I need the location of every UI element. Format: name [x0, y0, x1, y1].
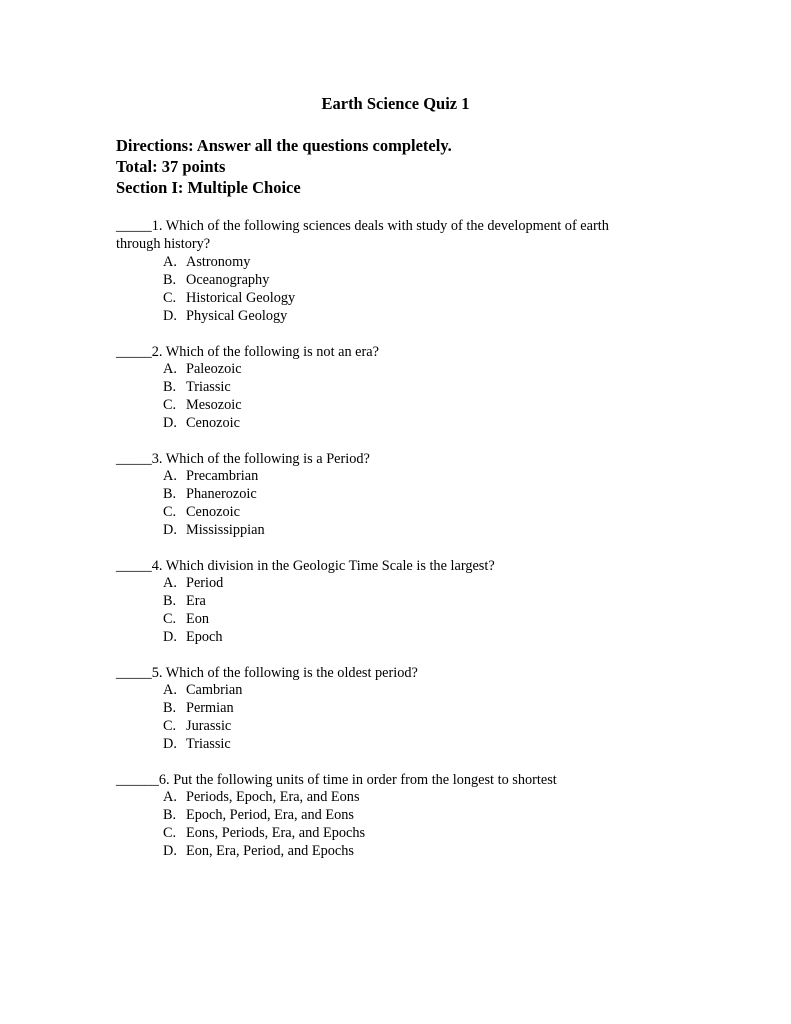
question-1-text: _____1. Which of the following sciences deals with study of the development of earth [116, 218, 609, 234]
section-heading: Section I: Multiple Choice [116, 178, 301, 197]
option-text: Cenozoic [186, 504, 240, 520]
question-2-option-c [163, 396, 242, 414]
option-letter: A. [163, 468, 177, 484]
option-text: Historical Geology [186, 290, 296, 306]
option-letter: D. [163, 736, 177, 752]
option-text: Precambrian [186, 468, 259, 484]
option-letter: A. [163, 789, 177, 805]
question-3-option-c [163, 503, 240, 521]
option-letter: D. [163, 415, 177, 431]
question-6-option-a [163, 788, 360, 806]
option-text: Paleozoic [186, 361, 242, 377]
option-text: Eons, Periods, Era, and Epochs [186, 825, 366, 841]
question-4-option-a [163, 574, 223, 592]
question-6-option-c [163, 824, 365, 842]
page-title: Earth Science Quiz 1 [321, 94, 470, 113]
question-4-option-d [163, 628, 223, 646]
question-5-option-a [163, 681, 242, 699]
option-letter: C. [163, 611, 177, 627]
question-1-option-c [163, 289, 295, 307]
option-text: Cambrian [186, 682, 243, 698]
question-2-option-b [163, 378, 231, 396]
question-5-option-d [163, 735, 231, 753]
option-text: Phanerozoic [186, 486, 257, 502]
option-letter: D. [163, 843, 177, 859]
option-letter: C. [163, 718, 177, 734]
option-letter: C. [163, 397, 177, 413]
question-6-option-d [163, 842, 354, 860]
option-letter: D. [163, 629, 177, 645]
question-3-text: _____3. Which of the following is a Period? [116, 451, 370, 467]
option-letter: B. [163, 593, 177, 609]
option-text: Jurassic [186, 718, 232, 734]
option-letter: B. [163, 379, 177, 395]
option-text: Mesozoic [186, 397, 242, 413]
option-text: Eon [186, 611, 210, 627]
directions-heading: Directions: Answer all the questions completely. [116, 136, 452, 155]
option-letter: A. [163, 254, 177, 270]
option-letter: A. [163, 575, 177, 591]
question-3-option-b [163, 485, 257, 503]
option-letter: D. [163, 522, 177, 538]
option-letter: D. [163, 308, 177, 324]
option-letter: B. [163, 807, 177, 823]
option-letter: B. [163, 486, 177, 502]
question-4-option-c [163, 610, 209, 628]
option-letter: C. [163, 825, 177, 841]
option-text: Oceanography [186, 272, 270, 288]
question-6-option-b [163, 806, 354, 824]
question-6-text: ______6. Put the following units of time in order from the longest to shortest [116, 772, 557, 788]
question-5-text: _____5. Which of the following is the oldest period? [116, 665, 418, 681]
question-5-option-c [163, 717, 231, 735]
option-letter: C. [163, 504, 177, 520]
question-3-option-a [163, 467, 258, 485]
option-text: Physical Geology [186, 308, 288, 324]
question-4-text: _____4. Which division in the Geologic Time Scale is the largest? [116, 558, 495, 574]
option-text: Period [186, 575, 224, 591]
option-text: Cenozoic [186, 415, 240, 431]
question-2-option-d [163, 414, 240, 432]
question-2-text: _____2. Which of the following is not an era? [116, 344, 379, 360]
question-4-option-b [163, 592, 206, 610]
question-1-text-continued: through history? [116, 236, 211, 252]
question-3-option-d [163, 521, 265, 539]
option-text: Mississippian [186, 522, 265, 538]
option-text: Periods, Epoch, Era, and Eons [186, 789, 360, 805]
option-letter: B. [163, 700, 177, 716]
option-text: Epoch, Period, Era, and Eons [186, 807, 354, 823]
option-letter: C. [163, 290, 177, 306]
option-text: Epoch [186, 629, 223, 645]
question-1-option-a [163, 253, 250, 271]
option-letter: B. [163, 272, 177, 288]
question-1-option-d [163, 307, 287, 325]
option-text: Permian [186, 700, 234, 716]
option-text: Triassic [186, 379, 231, 395]
question-2-option-a [163, 360, 242, 378]
option-letter: A. [163, 361, 177, 377]
question-1-option-b [163, 271, 269, 289]
option-text: Eon, Era, Period, and Epochs [186, 843, 354, 859]
option-text: Triassic [186, 736, 231, 752]
option-text: Era [186, 593, 206, 609]
option-text: Astronomy [186, 254, 251, 270]
question-5-option-b [163, 699, 234, 717]
option-letter: A. [163, 682, 177, 698]
total-points-heading: Total: 37 points [116, 157, 226, 176]
